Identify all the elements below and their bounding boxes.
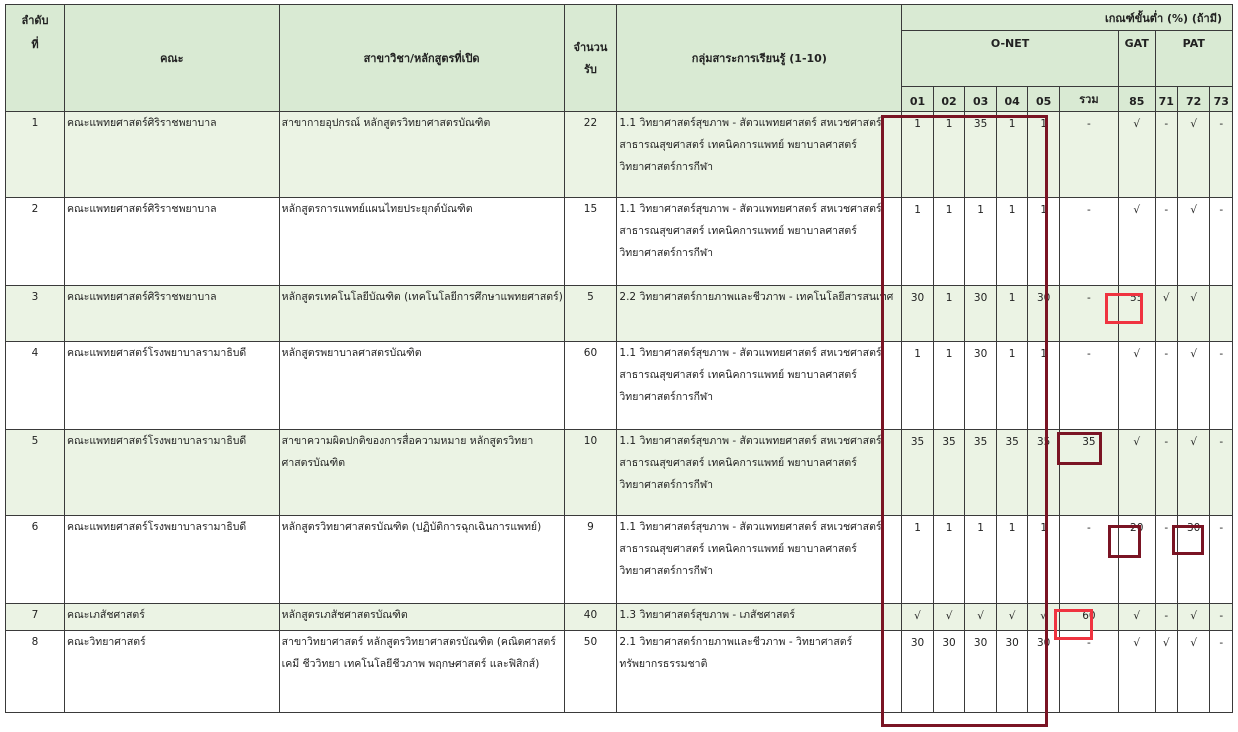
pat-72-cell: 30: [1177, 516, 1210, 604]
gat-85-cell: √: [1118, 342, 1155, 430]
row-number: 2: [6, 198, 65, 286]
header-onet: O-NET: [902, 31, 1119, 87]
onet-02-cell: 1: [933, 198, 965, 286]
subject-group-cell: 1.1 วิทยาศาสตร์สุขภาพ - สัตวแพทยศาสตร์ สหเวชศาสตร์ สาธารณสุขศาสตร์ เทคนิคการแพทย์ พยาบาลศาสตร์ วิทยาศาสตร์การกีฬา: [617, 112, 902, 198]
onet-04-cell: 1: [996, 342, 1028, 430]
pat-73-cell: -: [1210, 631, 1233, 713]
header-col-04: 04: [996, 87, 1028, 112]
program-cell: หลักสูตรเภสัชศาสตรบัณฑิต: [279, 604, 564, 631]
onet-total-cell: -: [1059, 516, 1118, 604]
header-seats-line2: รับ: [584, 63, 597, 76]
row-number: 1: [6, 112, 65, 198]
onet-02-cell: 35: [933, 430, 965, 516]
row-number: 5: [6, 430, 65, 516]
onet-02-cell: 1: [933, 112, 965, 198]
header-col-71: 71: [1155, 87, 1177, 112]
header-program: สาขาวิชา/หลักสูตรที่เปิด: [279, 5, 564, 112]
onet-04-cell: 1: [996, 516, 1028, 604]
onet-total-cell: -: [1059, 198, 1118, 286]
onet-01-cell: 1: [902, 112, 934, 198]
onet-04-cell: 1: [996, 286, 1028, 342]
pat-72-cell: √: [1177, 198, 1210, 286]
gat-85-cell: 20: [1118, 516, 1155, 604]
gat-85-cell: √: [1118, 604, 1155, 631]
program-cell: หลักสูตรวิทยาศาสตรบัณฑิต (ปฏิบัติการฉุกเฉินการแพทย์): [279, 516, 564, 604]
header-order-line1: ลำดับ: [21, 14, 49, 27]
onet-05-cell: 1: [1028, 516, 1060, 604]
onet-03-cell: 35: [965, 112, 997, 198]
program-cell: หลักสูตรพยาบาลศาสตรบัณฑิต: [279, 342, 564, 430]
onet-03-cell: 30: [965, 631, 997, 713]
onet-01-cell: 1: [902, 342, 934, 430]
onet-03-cell: √: [965, 604, 997, 631]
header-col-03: 03: [965, 87, 997, 112]
onet-02-cell: √: [933, 604, 965, 631]
onet-05-cell: 35: [1028, 430, 1060, 516]
faculty-cell: คณะแพทยศาสตร์ศิริราชพยาบาล: [65, 112, 280, 198]
onet-04-cell: 1: [996, 198, 1028, 286]
seats-cell: 15: [564, 198, 617, 286]
gat-85-cell: √: [1118, 198, 1155, 286]
onet-05-cell: 30: [1028, 286, 1060, 342]
pat-71-cell: -: [1155, 604, 1177, 631]
seats-cell: 10: [564, 430, 617, 516]
header-col-72: 72: [1177, 87, 1210, 112]
onet-01-cell: 1: [902, 198, 934, 286]
onet-03-cell: 30: [965, 286, 997, 342]
onet-total-cell: -: [1059, 342, 1118, 430]
row-number: 7: [6, 604, 65, 631]
gat-85-cell: √: [1118, 112, 1155, 198]
seats-cell: 5: [564, 286, 617, 342]
pat-73-cell: -: [1210, 198, 1233, 286]
table-row: [6, 604, 1233, 631]
onet-01-cell: 30: [902, 286, 934, 342]
table-row: [6, 430, 1233, 516]
table-row: [6, 631, 1233, 713]
pat-73-cell: -: [1210, 516, 1233, 604]
header-order: [6, 5, 65, 112]
seats-cell: 50: [564, 631, 617, 713]
pat-73-cell: -: [1210, 604, 1233, 631]
row-number: 8: [6, 631, 65, 713]
onet-02-cell: 1: [933, 342, 965, 430]
seats-cell: 60: [564, 342, 617, 430]
row-number: 6: [6, 516, 65, 604]
subject-group-cell: 1.1 วิทยาศาสตร์สุขภาพ - สัตวแพทยศาสตร์ สหเวชศาสตร์ สาธารณสุขศาสตร์ เทคนิคการแพทย์ พยาบาลศาสตร์ วิทยาศาสตร์การกีฬา: [617, 342, 902, 430]
header-col-total: รวม: [1059, 87, 1118, 112]
faculty-cell: คณะแพทยศาสตร์โรงพยาบาลรามาธิบดี: [65, 430, 280, 516]
onet-total-cell: -: [1059, 286, 1118, 342]
pat-71-cell: -: [1155, 198, 1177, 286]
pat-72-cell: √: [1177, 631, 1210, 713]
pat-71-cell: -: [1155, 430, 1177, 516]
pat-72-cell: √: [1177, 342, 1210, 430]
pat-72-cell: √: [1177, 604, 1210, 631]
onet-03-cell: 1: [965, 198, 997, 286]
onet-04-cell: 1: [996, 112, 1028, 198]
onet-02-cell: 1: [933, 286, 965, 342]
row-number: 4: [6, 342, 65, 430]
header-gat: GAT: [1118, 31, 1155, 87]
table-row: [6, 198, 1233, 286]
pat-72-cell: √: [1177, 430, 1210, 516]
onet-total-cell: -: [1059, 631, 1118, 713]
header-col-02: 02: [933, 87, 965, 112]
header-seats: [564, 5, 617, 112]
onet-03-cell: 30: [965, 342, 997, 430]
header-seats-line1: จำนวน: [573, 41, 608, 54]
program-cell: สาขาวิทยาศาสตร์ หลักสูตรวิทยาศาสตรบัณฑิต (คณิตศาสตร์ เคมี ชีววิทยา เทคโนโลยีชีวภาพ พฤกษศาสตร์ และฟิสิกส์): [279, 631, 564, 713]
onet-04-cell: 30: [996, 631, 1028, 713]
faculty-cell: คณะวิทยาศาสตร์: [65, 631, 280, 713]
onet-04-cell: √: [996, 604, 1028, 631]
pat-73-cell: -: [1210, 112, 1233, 198]
onet-03-cell: 35: [965, 430, 997, 516]
subject-group-cell: 2.2 วิทยาศาสตร์กายภาพและชีวภาพ - เทคโนโลยีสารสนเทศ: [617, 286, 902, 342]
header-order-line2: ที่: [31, 38, 39, 51]
onet-05-cell: 1: [1028, 198, 1060, 286]
program-cell: สาขาความผิดปกติของการสื่อความหมาย หลักสูตรวิทยาศาสตรบัณฑิต: [279, 430, 564, 516]
onet-04-cell: 35: [996, 430, 1028, 516]
header-criteria: เกณฑ์ขั้นต่ำ (%) (ถ้ามี): [902, 5, 1233, 31]
admission-table: [5, 4, 1233, 713]
header-faculty: คณะ: [65, 5, 280, 112]
gat-85-cell: 55: [1118, 286, 1155, 342]
pat-72-cell: √: [1177, 112, 1210, 198]
faculty-cell: คณะเภสัชศาสตร์: [65, 604, 280, 631]
subject-group-cell: 1.1 วิทยาศาสตร์สุขภาพ - สัตวแพทยศาสตร์ สหเวชศาสตร์ สาธารณสุขศาสตร์ เทคนิคการแพทย์ พยาบาลศาสตร์ วิทยาศาสตร์การกีฬา: [617, 198, 902, 286]
onet-02-cell: 1: [933, 516, 965, 604]
pat-71-cell: -: [1155, 516, 1177, 604]
onet-01-cell: 1: [902, 516, 934, 604]
table-row: [6, 516, 1233, 604]
seats-cell: 40: [564, 604, 617, 631]
faculty-cell: คณะแพทยศาสตร์ศิริราชพยาบาล: [65, 198, 280, 286]
header-subject-group: กลุ่มสาระการเรียนรู้ (1-10): [617, 5, 902, 112]
faculty-cell: คณะแพทยศาสตร์ศิริราชพยาบาล: [65, 286, 280, 342]
subject-group-cell: 1.3 วิทยาศาสตร์สุขภาพ - เภสัชศาสตร์: [617, 604, 902, 631]
seats-cell: 22: [564, 112, 617, 198]
subject-group-cell: 2.1 วิทยาศาสตร์กายภาพและชีวภาพ - วิทยาศาสตร์ทรัพยากรธรรมชาติ: [617, 631, 902, 713]
onet-02-cell: 30: [933, 631, 965, 713]
header-col-85: 85: [1118, 87, 1155, 112]
seats-cell: 9: [564, 516, 617, 604]
table-row: [6, 342, 1233, 430]
onet-05-cell: 1: [1028, 112, 1060, 198]
pat-72-cell: √: [1177, 286, 1210, 342]
onet-total-cell: -: [1059, 112, 1118, 198]
onet-01-cell: 30: [902, 631, 934, 713]
pat-71-cell: √: [1155, 631, 1177, 713]
header-col-73: 73: [1210, 87, 1233, 112]
pat-73-cell: -: [1210, 430, 1233, 516]
onet-05-cell: 1: [1028, 342, 1060, 430]
pat-73-cell: -: [1210, 342, 1233, 430]
program-cell: หลักสูตรการแพทย์แผนไทยประยุกต์บัณฑิต: [279, 198, 564, 286]
program-cell: หลักสูตรเทคโนโลยีบัณฑิต (เทคโนโลยีการศึกษาแพทยศาสตร์): [279, 286, 564, 342]
pat-71-cell: -: [1155, 112, 1177, 198]
subject-group-cell: 1.1 วิทยาศาสตร์สุขภาพ - สัตวแพทยศาสตร์ สหเวชศาสตร์ สาธารณสุขศาสตร์ เทคนิคการแพทย์ พยาบาลศาสตร์ วิทยาศาสตร์การกีฬา: [617, 430, 902, 516]
onet-total-cell: 35: [1059, 430, 1118, 516]
gat-85-cell: √: [1118, 631, 1155, 713]
pat-73-cell: [1210, 286, 1233, 342]
table-row: [6, 286, 1233, 342]
onet-01-cell: 35: [902, 430, 934, 516]
onet-01-cell: √: [902, 604, 934, 631]
subject-group-cell: 1.1 วิทยาศาสตร์สุขภาพ - สัตวแพทยศาสตร์ สหเวชศาสตร์ สาธารณสุขศาสตร์ เทคนิคการแพทย์ พยาบาลศาสตร์ วิทยาศาสตร์การกีฬา: [617, 516, 902, 604]
pat-71-cell: √: [1155, 286, 1177, 342]
row-number: 3: [6, 286, 65, 342]
onet-05-cell: 30: [1028, 631, 1060, 713]
header-pat: PAT: [1155, 31, 1232, 87]
onet-05-cell: √: [1028, 604, 1060, 631]
onet-total-cell: 60: [1059, 604, 1118, 631]
program-cell: สาขากายอุปกรณ์ หลักสูตรวิทยาศาสตรบัณฑิต: [279, 112, 564, 198]
onet-03-cell: 1: [965, 516, 997, 604]
faculty-cell: คณะแพทยศาสตร์โรงพยาบาลรามาธิบดี: [65, 342, 280, 430]
pat-71-cell: -: [1155, 342, 1177, 430]
gat-85-cell: √: [1118, 430, 1155, 516]
header-col-01: 01: [902, 87, 934, 112]
table-row: [6, 112, 1233, 198]
faculty-cell: คณะแพทยศาสตร์โรงพยาบาลรามาธิบดี: [65, 516, 280, 604]
header-col-05: 05: [1028, 87, 1060, 112]
